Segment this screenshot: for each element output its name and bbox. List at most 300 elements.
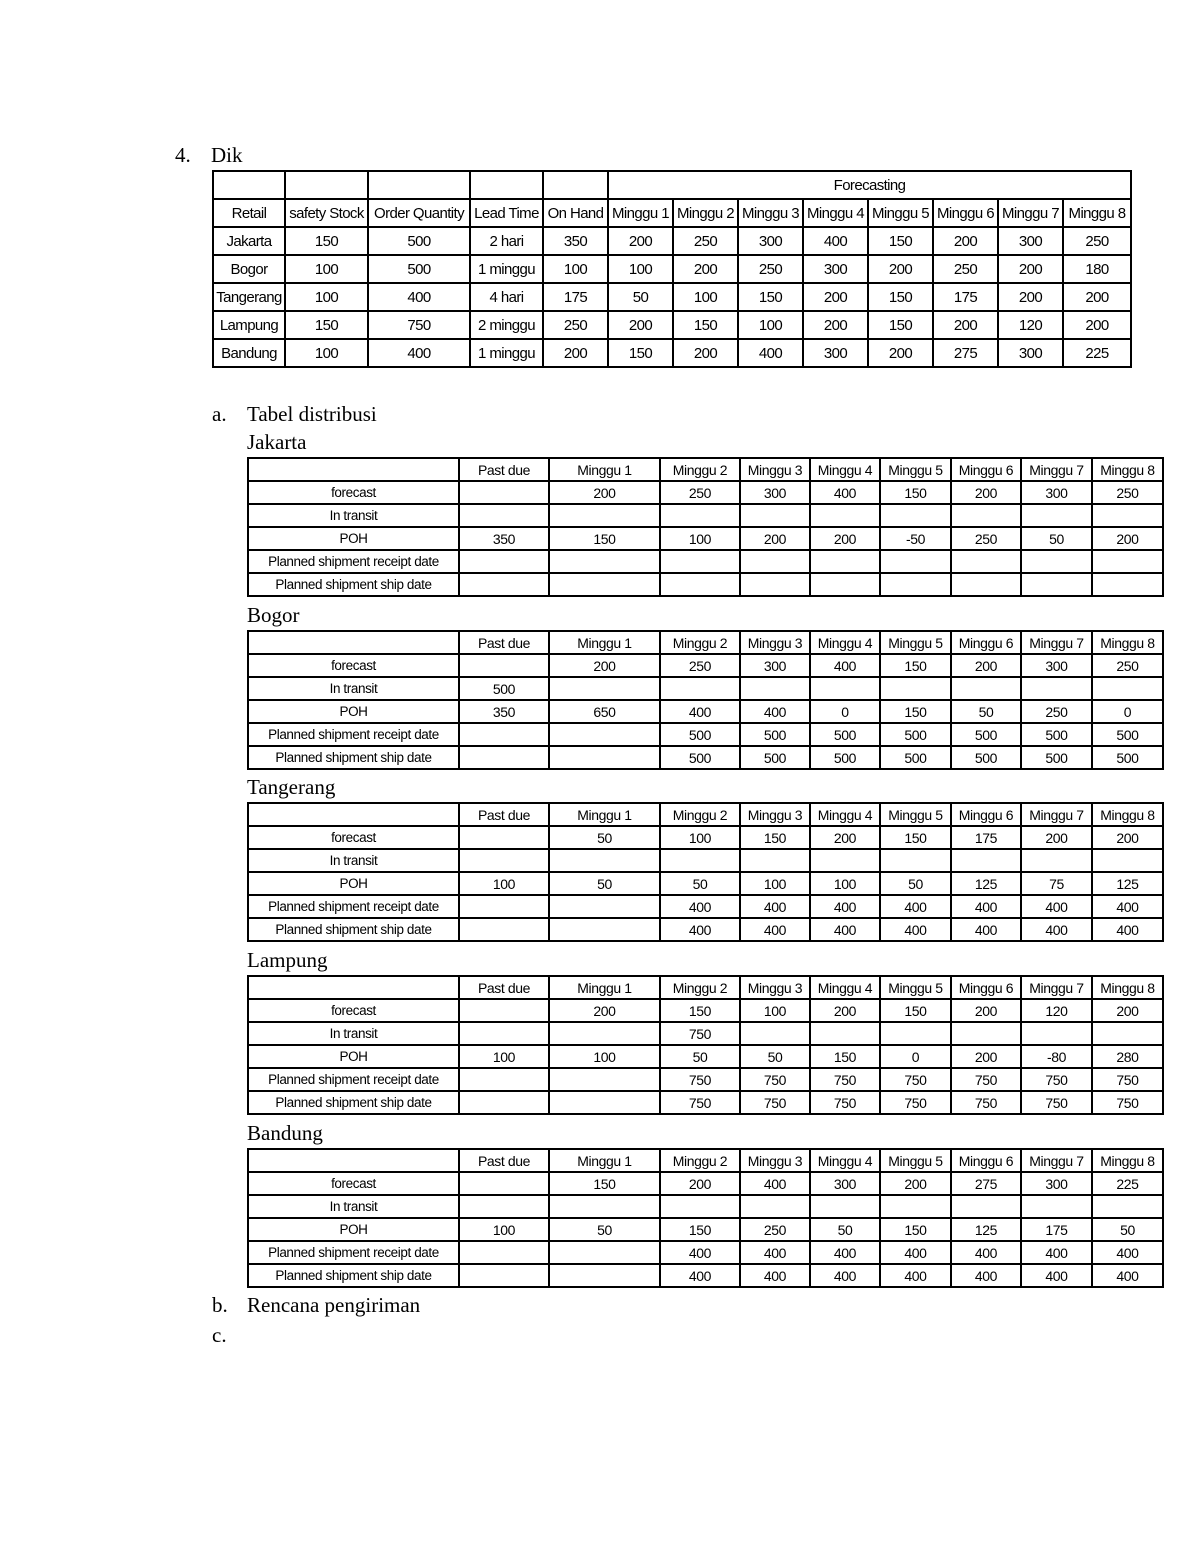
part-a-title: Tabel distribusi [247,402,377,426]
distribution-value-cell [459,504,549,527]
distribution-value-cell: 500 [1092,746,1163,769]
given-header-cell: Retail [213,199,285,227]
distribution-row-label: Planned shipment ship date [248,1091,459,1114]
distribution-value-cell: 200 [951,999,1021,1022]
distribution-value-cell: 200 [951,1045,1021,1068]
distribution-row-label: In transit [248,677,459,700]
distribution-value-cell: 400 [660,895,740,918]
distribution-value-cell [880,550,951,573]
distribution-value-cell: 50 [549,872,660,895]
distribution-value-cell [880,849,951,872]
distribution-value-cell: 400 [740,1241,810,1264]
given-value-cell: 120 [998,311,1063,339]
given-value-cell: 50 [608,283,673,311]
given-value-cell: 300 [998,227,1063,255]
given-header-cell: On Hand [543,199,608,227]
distribution-header-cell: Minggu 2 [660,803,740,826]
distribution-value-cell: 300 [810,1172,880,1195]
distribution-value-cell [459,1172,549,1195]
distribution-value-cell: 500 [880,746,951,769]
distribution-header-cell [248,1149,459,1172]
distribution-value-cell: 400 [660,918,740,941]
given-header-cell: Minggu 6 [933,199,998,227]
distribution-value-cell: 400 [810,1264,880,1287]
distribution-header-cell: Minggu 5 [880,458,951,481]
distribution-value-cell: 400 [740,918,810,941]
distribution-header-cell: Minggu 5 [880,1149,951,1172]
given-value-cell: 200 [673,255,738,283]
given-header-cell: Minggu 5 [868,199,933,227]
city-title-bogor: Bogor [247,603,300,627]
distribution-row-label: Planned shipment receipt date [248,895,459,918]
given-retail-cell: Tangerang [213,283,285,311]
given-data-table [212,170,1132,368]
distribution-header-row [248,458,1163,481]
distribution-row [248,826,1163,849]
distribution-value-cell: 250 [1021,700,1092,723]
given-header-cell: Minggu 1 [608,199,673,227]
distribution-value-cell: 280 [1092,1045,1163,1068]
distribution-row [248,1195,1163,1218]
distribution-value-cell: 400 [810,918,880,941]
distribution-value-cell: 400 [810,481,880,504]
distribution-value-cell [660,1195,740,1218]
distribution-value-cell: 500 [660,723,740,746]
distribution-value-cell [951,573,1021,596]
distribution-header-cell: Minggu 6 [951,976,1021,999]
distribution-value-cell: 150 [880,826,951,849]
given-value-cell: 4 hari [470,283,543,311]
given-value-cell: 200 [998,283,1063,311]
distribution-value-cell [1092,550,1163,573]
given-header-cell: Order Quantity [368,199,470,227]
distribution-header-cell: Minggu 4 [810,631,880,654]
part-a-letter: a. [212,402,227,426]
distribution-value-cell [549,573,660,596]
given-value-cell: 200 [803,283,868,311]
distribution-value-cell: 100 [740,999,810,1022]
given-header-cell: safety Stock [285,199,368,227]
distribution-value-cell: 100 [459,872,549,895]
given-value-cell: 150 [673,311,738,339]
distribution-value-cell: 400 [1021,1241,1092,1264]
forecasting-group-header: Forecasting [608,171,1131,199]
given-value-cell: 750 [368,311,470,339]
distribution-value-cell: 750 [660,1068,740,1091]
distribution-value-cell: 250 [660,654,740,677]
part-b-title: Rencana pengiriman [247,1293,421,1317]
distribution-value-cell [810,677,880,700]
distribution-value-cell [459,918,549,941]
distribution-table-tangerang [247,802,1164,942]
distribution-value-cell: 400 [880,918,951,941]
distribution-header-row [248,803,1163,826]
given-value-cell: 200 [608,311,673,339]
distribution-value-cell [1021,849,1092,872]
distribution-header-cell: Minggu 3 [740,631,810,654]
given-value-cell: 200 [933,227,998,255]
given-retail-cell: Lampung [213,311,285,339]
distribution-value-cell: 750 [951,1068,1021,1091]
distribution-row [248,1264,1163,1287]
distribution-value-cell: 200 [549,481,660,504]
given-blank-cell [543,171,608,199]
distribution-value-cell [459,654,549,677]
given-value-cell: 250 [543,311,608,339]
distribution-value-cell: 750 [880,1068,951,1091]
given-value-cell: 200 [803,311,868,339]
distribution-value-cell: 200 [880,1172,951,1195]
distribution-header-cell: Past due [459,803,549,826]
given-value-cell: 150 [285,227,368,255]
distribution-value-cell [549,723,660,746]
distribution-header-cell: Past due [459,1149,549,1172]
distribution-value-cell: 400 [810,1241,880,1264]
distribution-value-cell: 150 [880,999,951,1022]
distribution-header-cell: Minggu 5 [880,631,951,654]
distribution-header-cell: Minggu 2 [660,458,740,481]
city-title-bandung: Bandung [247,1121,323,1145]
distribution-value-cell [1021,1022,1092,1045]
distribution-value-cell [1092,573,1163,596]
distribution-value-cell: 200 [740,527,810,550]
distribution-value-cell [951,677,1021,700]
city-title-jakarta: Jakarta [247,430,307,454]
distribution-header-cell: Minggu 8 [1092,458,1163,481]
distribution-value-cell [1021,550,1092,573]
given-value-cell: 250 [933,255,998,283]
distribution-row [248,1241,1163,1264]
distribution-value-cell: 350 [459,700,549,723]
distribution-value-cell: 0 [810,700,880,723]
distribution-value-cell: 500 [1021,723,1092,746]
distribution-value-cell: 50 [660,1045,740,1068]
distribution-value-cell [740,504,810,527]
given-header-cell: Minggu 7 [998,199,1063,227]
distribution-value-cell: 400 [1021,918,1092,941]
distribution-value-cell: 500 [1092,723,1163,746]
distribution-value-cell: 100 [549,1045,660,1068]
distribution-row-label: In transit [248,849,459,872]
distribution-header-cell: Minggu 3 [740,458,810,481]
given-value-cell: 250 [738,255,803,283]
given-value-cell: 250 [673,227,738,255]
distribution-value-cell: 400 [740,1172,810,1195]
distribution-value-cell: 400 [880,895,951,918]
distribution-value-cell: 200 [1092,527,1163,550]
distribution-row-label: Planned shipment ship date [248,1264,459,1287]
given-value-cell: 200 [608,227,673,255]
distribution-value-cell [740,573,810,596]
distribution-header-cell: Minggu 6 [951,1149,1021,1172]
distribution-value-cell: 200 [951,654,1021,677]
distribution-value-cell: 100 [660,826,740,849]
given-value-cell: 400 [368,339,470,367]
distribution-row-label: forecast [248,999,459,1022]
given-value-cell: 275 [933,339,998,367]
distribution-header-cell [248,976,459,999]
distribution-value-cell: 750 [810,1068,880,1091]
distribution-row [248,527,1163,550]
distribution-value-cell [1021,573,1092,596]
given-header-cell: Minggu 2 [673,199,738,227]
given-header-cell: Lead Time [470,199,543,227]
distribution-value-cell [549,1068,660,1091]
distribution-value-cell [951,1022,1021,1045]
distribution-value-cell [660,849,740,872]
distribution-value-cell: 300 [1021,481,1092,504]
distribution-value-cell [740,677,810,700]
distribution-row-label: Planned shipment receipt date [248,1068,459,1091]
given-group-header-row [213,171,1131,199]
distribution-header-row [248,976,1163,999]
distribution-row-label: forecast [248,1172,459,1195]
distribution-value-cell [1092,677,1163,700]
distribution-value-cell [1021,1195,1092,1218]
given-retail-cell: Jakarta [213,227,285,255]
distribution-value-cell: 400 [810,895,880,918]
distribution-value-cell [660,573,740,596]
distribution-value-cell: 400 [810,654,880,677]
distribution-header-cell: Minggu 7 [1021,631,1092,654]
distribution-value-cell: 150 [740,826,810,849]
distribution-row [248,677,1163,700]
distribution-value-cell [459,895,549,918]
distribution-value-cell: 200 [810,826,880,849]
distribution-value-cell: 750 [810,1091,880,1114]
distribution-value-cell [951,849,1021,872]
given-value-cell: 500 [368,227,470,255]
distribution-value-cell: 400 [740,895,810,918]
distribution-value-cell: 500 [660,746,740,769]
distribution-value-cell [1092,1022,1163,1045]
distribution-value-cell: 150 [810,1045,880,1068]
distribution-row-label: Planned shipment receipt date [248,550,459,573]
distribution-value-cell: 400 [1021,1264,1092,1287]
distribution-header-cell: Minggu 6 [951,631,1021,654]
distribution-value-cell [880,573,951,596]
distribution-value-cell: 400 [951,1241,1021,1264]
distribution-value-cell [1021,504,1092,527]
distribution-value-cell: 400 [660,700,740,723]
distribution-value-cell [459,1264,549,1287]
distribution-row [248,1172,1163,1195]
given-value-cell: 150 [868,311,933,339]
distribution-value-cell: 400 [740,700,810,723]
distribution-value-cell: 100 [810,872,880,895]
distribution-value-cell [459,746,549,769]
given-value-cell: 300 [803,339,868,367]
given-blank-cell [470,171,543,199]
distribution-value-cell: 200 [1021,826,1092,849]
distribution-value-cell: 0 [880,1045,951,1068]
distribution-value-cell [810,1022,880,1045]
given-value-cell: 200 [868,339,933,367]
distribution-row [248,999,1163,1022]
distribution-value-cell [459,481,549,504]
distribution-header-cell: Minggu 1 [549,1149,660,1172]
distribution-value-cell: 500 [459,677,549,700]
given-value-cell: 200 [543,339,608,367]
distribution-value-cell: 150 [880,700,951,723]
distribution-value-cell [459,550,549,573]
distribution-value-cell [810,550,880,573]
distribution-header-cell: Past due [459,631,549,654]
distribution-value-cell: 750 [1092,1068,1163,1091]
distribution-value-cell: 50 [1021,527,1092,550]
distribution-header-cell: Minggu 1 [549,631,660,654]
distribution-value-cell [549,746,660,769]
distribution-header-cell: Minggu 3 [740,803,810,826]
given-value-cell: 400 [803,227,868,255]
distribution-value-cell [660,677,740,700]
distribution-value-cell: 50 [660,872,740,895]
distribution-value-cell: 500 [880,723,951,746]
distribution-value-cell: 150 [660,1218,740,1241]
distribution-value-cell [549,550,660,573]
distribution-row-label: forecast [248,481,459,504]
distribution-row [248,1218,1163,1241]
distribution-value-cell: 750 [660,1022,740,1045]
distribution-header-cell: Minggu 7 [1021,1149,1092,1172]
distribution-value-cell [549,1091,660,1114]
distribution-header-cell: Minggu 6 [951,803,1021,826]
distribution-row [248,723,1163,746]
distribution-value-cell: 750 [1092,1091,1163,1114]
given-retail-cell: Bandung [213,339,285,367]
distribution-value-cell: 50 [810,1218,880,1241]
distribution-value-cell: 750 [1021,1068,1092,1091]
distribution-value-cell: 200 [951,481,1021,504]
distribution-value-cell: 400 [1092,895,1163,918]
distribution-header-cell: Minggu 7 [1021,976,1092,999]
distribution-value-cell: 200 [660,1172,740,1195]
given-value-cell: 225 [1063,339,1131,367]
distribution-value-cell [951,1195,1021,1218]
distribution-header-cell: Past due [459,458,549,481]
distribution-value-cell [459,849,549,872]
distribution-value-cell: 400 [1092,1241,1163,1264]
distribution-header-cell: Minggu 8 [1092,1149,1163,1172]
distribution-header-cell: Minggu 1 [549,976,660,999]
part-b-letter: b. [212,1293,228,1317]
given-value-cell: 300 [803,255,868,283]
distribution-value-cell: 300 [740,654,810,677]
distribution-header-cell: Minggu 2 [660,976,740,999]
given-value-cell: 200 [673,339,738,367]
question-title: Dik [211,143,243,167]
distribution-value-cell: 50 [549,826,660,849]
distribution-header-cell: Minggu 5 [880,976,951,999]
distribution-value-cell [459,1068,549,1091]
distribution-value-cell [1092,1195,1163,1218]
distribution-value-cell: 100 [740,872,810,895]
distribution-value-cell [810,504,880,527]
given-value-cell: 300 [998,339,1063,367]
distribution-value-cell: 500 [1021,746,1092,769]
distribution-row [248,550,1163,573]
distribution-row-label: POH [248,527,459,550]
distribution-row-label: Planned shipment ship date [248,918,459,941]
distribution-row [248,573,1163,596]
distribution-value-cell [1021,677,1092,700]
distribution-row-label: forecast [248,654,459,677]
distribution-value-cell [549,1264,660,1287]
given-value-cell: 200 [1063,311,1131,339]
distribution-row-label: Planned shipment receipt date [248,1241,459,1264]
distribution-header-row [248,631,1163,654]
distribution-row [248,1045,1163,1068]
distribution-value-cell: 400 [880,1264,951,1287]
distribution-table-lampung [247,975,1164,1115]
distribution-value-cell [549,849,660,872]
distribution-value-cell: 400 [660,1241,740,1264]
given-value-cell: 200 [1063,283,1131,311]
given-blank-cell [213,171,285,199]
distribution-value-cell [459,573,549,596]
distribution-header-cell: Minggu 7 [1021,458,1092,481]
given-header-cell: Minggu 4 [803,199,868,227]
distribution-value-cell: 500 [951,723,1021,746]
given-data-row [213,311,1131,339]
distribution-value-cell: 75 [1021,872,1092,895]
given-value-cell: 100 [543,255,608,283]
distribution-row [248,1068,1163,1091]
distribution-value-cell: 150 [549,1172,660,1195]
distribution-value-cell: 400 [660,1264,740,1287]
distribution-value-cell: 250 [740,1218,810,1241]
distribution-row-label: In transit [248,1195,459,1218]
given-value-cell: 1 minggu [470,339,543,367]
given-value-cell: 150 [868,283,933,311]
distribution-value-cell: 150 [880,481,951,504]
distribution-table-bogor [247,630,1164,770]
distribution-value-cell: 200 [549,999,660,1022]
distribution-header-cell: Past due [459,976,549,999]
distribution-value-cell: 200 [1092,999,1163,1022]
distribution-value-cell [459,1241,549,1264]
distribution-header-cell: Minggu 6 [951,458,1021,481]
distribution-value-cell [549,918,660,941]
distribution-value-cell [549,1022,660,1045]
distribution-value-cell [459,723,549,746]
given-header-row [213,199,1131,227]
distribution-row-label: POH [248,872,459,895]
distribution-row-label: In transit [248,504,459,527]
distribution-value-cell: 750 [660,1091,740,1114]
distribution-row [248,918,1163,941]
distribution-header-cell: Minggu 4 [810,976,880,999]
distribution-row-label: Planned shipment ship date [248,573,459,596]
given-header-cell: Minggu 8 [1063,199,1131,227]
distribution-value-cell: 500 [740,723,810,746]
given-data-row [213,227,1131,255]
distribution-value-cell: 500 [951,746,1021,769]
distribution-value-cell: 125 [1092,872,1163,895]
given-value-cell: 100 [673,283,738,311]
given-value-cell: 200 [933,311,998,339]
distribution-value-cell [459,1195,549,1218]
distribution-row [248,1022,1163,1045]
distribution-value-cell: 250 [660,481,740,504]
given-value-cell: 100 [285,283,368,311]
distribution-value-cell: 125 [951,872,1021,895]
distribution-value-cell: 750 [740,1068,810,1091]
distribution-value-cell: 150 [549,527,660,550]
given-value-cell: 2 hari [470,227,543,255]
distribution-value-cell [549,677,660,700]
given-value-cell: 1 minggu [470,255,543,283]
